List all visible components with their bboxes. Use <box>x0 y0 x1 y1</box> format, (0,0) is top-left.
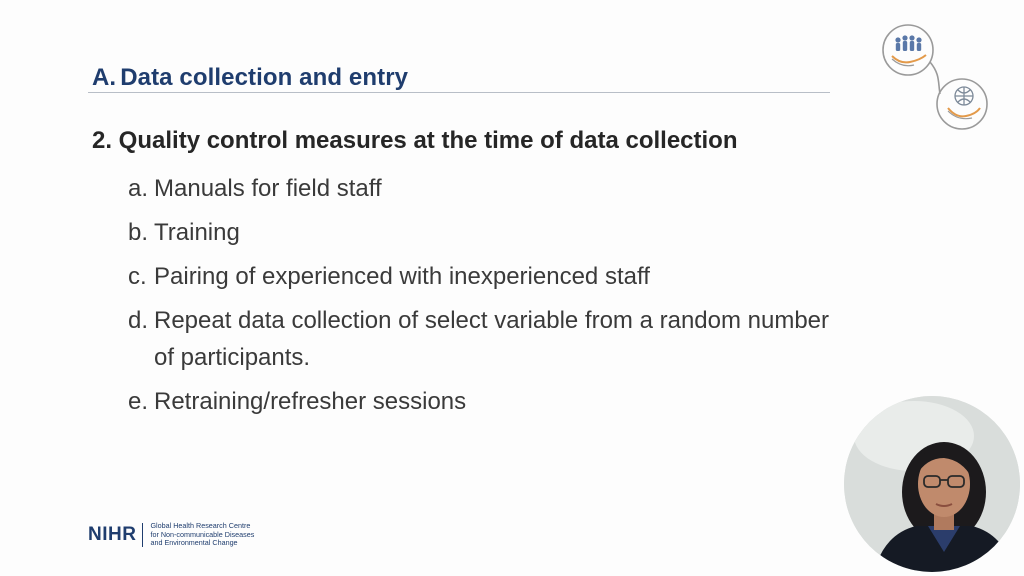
list-marker: c. <box>128 263 147 290</box>
section-title <box>92 64 408 92</box>
list-marker: e. <box>128 388 149 415</box>
list-marker: a. <box>128 175 149 202</box>
list-item <box>128 214 848 251</box>
list-item <box>128 170 848 207</box>
presenter-webcam <box>844 396 1020 572</box>
nihr-logo-text: NIHR <box>88 523 137 545</box>
list-item-text: Manuals for field staff <box>154 175 382 202</box>
list-marker: b. <box>128 219 149 246</box>
list-item-text: Repeat data collection of select variable from a random number of participants. <box>154 307 830 371</box>
footer-divider <box>142 523 143 547</box>
title-divider <box>88 92 830 93</box>
list-item-text: Retraining/refresher sessions <box>154 388 467 415</box>
footer-line: and Environmental Change <box>150 538 238 547</box>
list-item <box>128 302 848 376</box>
people-and-globe-on-hands-icon <box>880 22 992 132</box>
bullet-list <box>128 170 848 427</box>
slide-heading: 2. Quality control measures at the time of data collection <box>92 127 738 154</box>
list-marker: d. <box>128 307 149 334</box>
list-item-text: Training <box>154 219 240 246</box>
section-letter: A. <box>92 64 117 91</box>
list-item <box>128 258 848 295</box>
section-title-text: Data collection and entry <box>120 64 409 91</box>
footer-line: for Non-communicable Diseases <box>150 529 255 539</box>
footer-org-text <box>150 522 254 548</box>
nihr-footer <box>88 522 254 548</box>
list-item <box>128 383 848 420</box>
presenter-video-icon <box>844 396 1020 572</box>
list-item-text: Pairing of experienced with inexperienced staff <box>154 263 650 290</box>
footer-line: Global Health Research Centre <box>150 521 251 530</box>
